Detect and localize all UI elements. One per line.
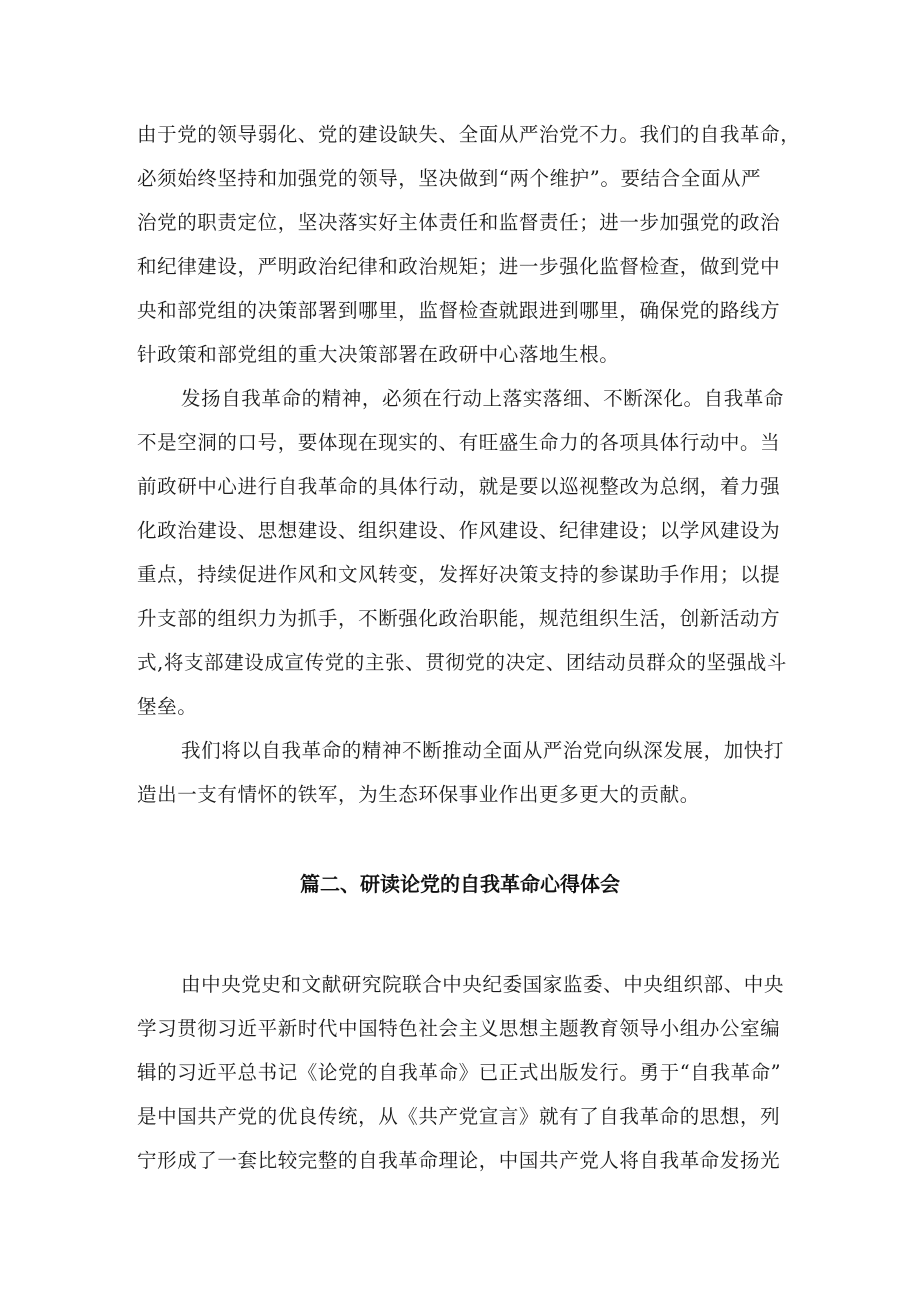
paragraph-4-line-1: 由中央党史和文献研究院联合中央纪委国家监委、中央组织部、中央 bbox=[181, 973, 785, 996]
paragraph-1-line-3: 治党的职责定位，坚决落实好主体责任和监督责任；进一步加强党的政治 bbox=[137, 211, 781, 234]
paragraph-1-line-5: 央和部党组的决策部署到哪里，监督检查就跟进到哪里，确保党的路线方 bbox=[137, 299, 781, 322]
paragraph-1-line-1: 由于党的领导弱化、党的建设缺失、全面从严治党不力。我们的自我革命， bbox=[137, 123, 801, 146]
paragraph-2-line-8: 堡垒。 bbox=[137, 695, 198, 718]
paragraph-4-line-2: 学习贯彻习近平新时代中国特色社会主义思想主题教育领导小组办公室编 bbox=[137, 1017, 781, 1040]
paragraph-2-line-2: 不是空洞的口号，要体现在现实的、有旺盛生命力的各项具体行动中。当 bbox=[137, 431, 781, 454]
paragraph-3-line-1: 我们将以自我革命的精神不断推动全面从严治党向纵深发展，加快打 bbox=[181, 739, 785, 762]
paragraph-4-line-5: 宁形成了一套比较完整的自我革命理论，中国共产党人将自我革命发扬光 bbox=[137, 1149, 781, 1172]
paragraph-2-line-4: 化政治建设、思想建设、组织建设、作风建设、纪律建设；以学风建设为 bbox=[137, 519, 781, 542]
paragraph-1-line-6: 针政策和部党组的重大决策部署在政研中心落地生根。 bbox=[137, 343, 620, 366]
paragraph-1-line-2: 必须始终坚持和加强党的领导，坚决做到“两个维护”。要结合全面从严 bbox=[137, 167, 762, 190]
paragraph-3-line-2: 造出一支有情怀的铁军，为生态环保事业作出更多更大的贡献。 bbox=[137, 783, 700, 806]
paragraph-2-line-7: 式,将支部建设成宣传党的主张、贯彻党的决定、团结动员群众的坚强战斗 bbox=[137, 651, 787, 674]
paragraph-2-line-3: 前政研中心进行自我革命的具体行动，就是要以巡视整改为总纲，着力强 bbox=[137, 475, 781, 498]
paragraph-4-line-4: 是中国共产党的优良传统，从《共产党宣言》就有了自我革命的思想，列 bbox=[137, 1105, 781, 1128]
paragraph-2-line-5: 重点，持续促进作风和文风转变，发挥好决策支持的参谋助手作用；以提 bbox=[137, 563, 781, 586]
paragraph-1-line-4: 和纪律建设，严明政治纪律和政治规矩；进一步强化监督检查，做到党中 bbox=[137, 255, 781, 278]
paragraph-4-line-3: 辑的习近平总书记《论党的自我革命》已正式出版发行。勇于“自我革命” bbox=[137, 1061, 782, 1084]
paragraph-2-line-1: 发扬自我革命的精神，必须在行动上落实落细、不断深化。自我革命 bbox=[181, 387, 785, 410]
section-title: 篇二、研读论党的自我革命心得体会 bbox=[300, 872, 620, 896]
paragraph-2-line-6: 升支部的组织力为抓手，不断强化政治职能，规范组织生活，创新活动方 bbox=[137, 607, 781, 630]
